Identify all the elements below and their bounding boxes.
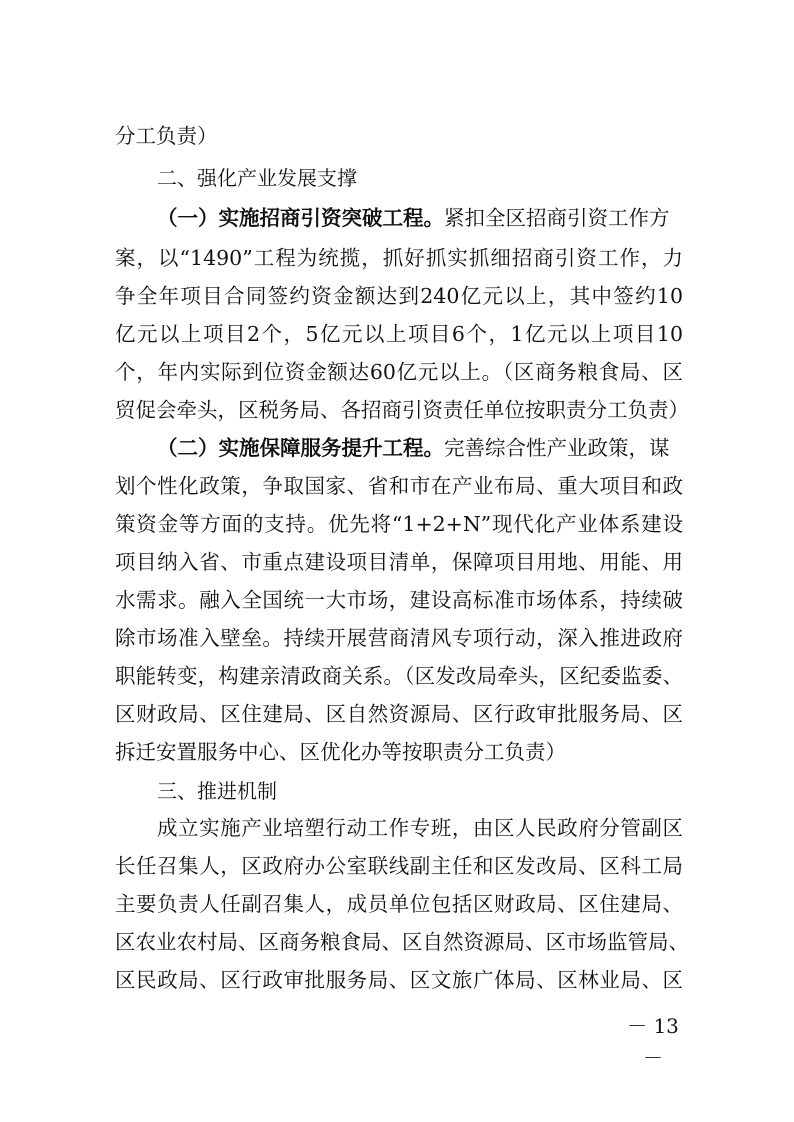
text-line: 主要负责人任副召集人，成员单位包括区财政局、区住建局、: [115, 892, 683, 916]
page-number: － 13 －: [627, 1014, 679, 1070]
text-line: 亿元以上项目2个，5亿元以上项目6个，1亿元以上项目10: [115, 322, 683, 346]
paragraph-first-line: 成立实施产业培塑行动工作专班，由区人民政府分管副区: [157, 816, 683, 840]
text-line: 水需求。融入全国统一大市场，建设高标准市场体系，持续破: [115, 588, 683, 612]
section-heading: 三、推进机制: [157, 779, 277, 803]
text-line: 长任召集人，区政府办公室联线副主任和区发改局、区科工局: [115, 854, 683, 878]
text-fragment: 完善综合性产业政策，谋: [444, 436, 670, 460]
text-line: 个，年内实际到位资金额达60亿元以上。（区商务粮食局、区: [115, 360, 683, 384]
section-heading: 二、强化产业发展支撑: [157, 166, 357, 190]
text-line: 区民政局、区行政审批服务局、区文旅广体局、区林业局、区: [115, 968, 683, 992]
text-line: 贸促会牵头，区税务局、各招商引资责任单位按职责分工负责）: [115, 398, 689, 422]
text-line: 除市场准入壁垒。持续开展营商清风专项行动，深入推进政府: [115, 626, 683, 650]
text-line: 拆迁安置服务中心、区优化办等按职责分工负责）: [115, 740, 566, 764]
text-line: 策资金等方面的支持。优先将“1+2+N”现代化产业体系建设: [115, 512, 683, 536]
text-line: 分工负责）: [115, 124, 218, 148]
text-line: 区财政局、区住建局、区自然资源局、区行政审批服务局、区: [115, 702, 683, 726]
text-line: 争全年项目合同签约资金额达到240亿元以上，其中签约10: [115, 284, 683, 308]
text-line: 划个性化政策，争取国家、省和市在产业布局、重大项目和政: [115, 474, 683, 498]
paragraph-first-line: [157, 198, 683, 238]
item-title: （二）实施保障服务提升工程。: [157, 436, 444, 460]
text-line: 区农业农村局、区商务粮食局、区自然资源局、区市场监管局、: [115, 930, 689, 954]
item-title: （一）实施招商引资突破工程。: [157, 206, 444, 230]
text-fragment: 紧扣全区招商引资工作方: [444, 206, 670, 230]
text-line: 职能转变，构建亲清政商关系。（区发改局牵头，区纪委监委、: [115, 664, 683, 688]
text-line: 项目纳入省、市重点建设项目清单，保障项目用地、用能、用: [115, 550, 683, 574]
text-line: 案，以“1490”工程为统揽，抓好抓实抓细招商引资工作，力: [115, 246, 683, 270]
paragraph-first-line: [157, 428, 683, 468]
